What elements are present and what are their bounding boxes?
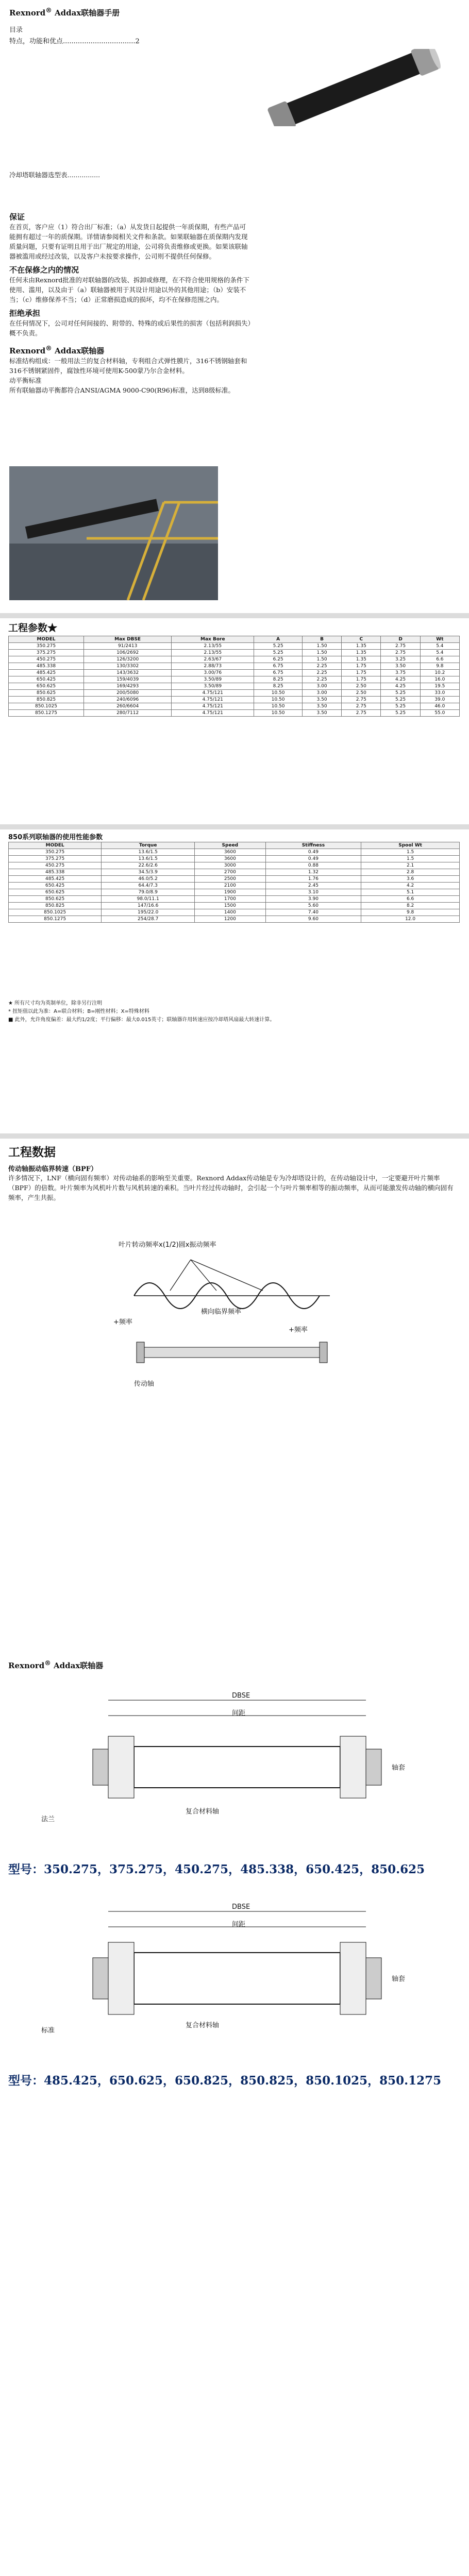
cooling-tower-photo [9, 466, 218, 600]
perf-cell-torque: 195/22.0 [102, 909, 195, 916]
perf-cell-model: 650.425 [9, 883, 102, 889]
spec-cell-wt: 16.0 [420, 676, 459, 683]
page-2 [0, 618, 469, 824]
spec-cell-model: 650.625 [9, 683, 84, 690]
spec-cell-wt: 19.5 [420, 683, 459, 690]
composite-label-b: 复合材料轴 [186, 2022, 220, 2029]
note-1: ★ 所有尺寸均为英制单位，除非另行注明 [8, 1001, 103, 1006]
spec-cell-bore: 2.63/67 [172, 656, 254, 663]
col2-torque: Torque [102, 842, 195, 849]
spec-cell-d: 5.25 [381, 710, 420, 717]
spec-cell-b: 3.50 [302, 697, 341, 703]
spec-cell-a: 10.50 [254, 703, 303, 710]
spec-cell-maxbse: 169/4293 [83, 683, 171, 690]
perf-cell-speed: 3600 [195, 849, 265, 856]
spec-cell-model: 850.625 [9, 690, 84, 697]
spec-cell-bore: 4.75/121 [172, 690, 254, 697]
spec-cell-maxbse: 143/3632 [83, 670, 171, 676]
spec-cell-c: 1.75 [342, 676, 381, 683]
spec-cell-maxbse: 240/6096 [83, 697, 171, 703]
perf-cell-spool: 2.8 [361, 869, 460, 876]
toc-entry[interactable]: 特点，功能和优点..................................2 [9, 38, 140, 45]
spec-cell-d: 3.75 [381, 670, 420, 676]
exclusion-title: 不在保修之内的情况 [9, 265, 79, 275]
spec-cell-model: 485.425 [9, 670, 84, 676]
spec-cell-maxbse: 200/5080 [83, 690, 171, 697]
col-wt: Wt [420, 636, 459, 643]
engineering-data-title: 工程数据 [8, 1145, 56, 1159]
spec-cell-c: 2.50 [342, 683, 381, 690]
perf-cell-stiff: 1.32 [265, 869, 361, 876]
perf-cell-torque: 147/16.6 [102, 903, 195, 909]
perf-cell-model: 850.825 [9, 903, 102, 909]
spec-row [9, 650, 460, 656]
toc-title: 目录 [9, 26, 23, 34]
perf-cell-spool: 8.2 [361, 903, 460, 909]
perf-cell-model: 350.275 [9, 849, 102, 856]
perf-cell-stiff: 5.60 [265, 903, 361, 909]
perf-cell-speed: 1400 [195, 909, 265, 916]
perf-cell-model: 650.625 [9, 889, 102, 896]
col2-stiff: Stiffness [265, 842, 361, 849]
spec-cell-a: 6.75 [254, 663, 303, 670]
spec-cell-a: 10.50 [254, 710, 303, 717]
perf-cell-torque: 13.6/1.5 [102, 856, 195, 862]
spec-cell-maxbse: 91/2413 [83, 643, 171, 650]
spec-cell-model: 375.275 [9, 650, 84, 656]
perf-row [9, 896, 460, 903]
table-of-contents [9, 25, 140, 47]
spec-cell-maxbse: 159/4039 [83, 676, 171, 683]
photo-caption: 冷却塔联轴器选型表................ [9, 171, 100, 179]
perf-cell-spool: 6.6 [361, 896, 460, 903]
liability-title: 拒绝承担 [9, 309, 41, 318]
models-b: 型号：485.425，650.625，650.825，850.825，850.1025，850.1275 [8, 2074, 442, 2088]
performance-table [8, 842, 460, 923]
perf-cell-speed: 2100 [195, 883, 265, 889]
drawing-a [31, 1685, 443, 1850]
perf-row [9, 849, 460, 856]
perf-cell-stiff: 0.49 [265, 849, 361, 856]
warranty-title: 保证 [9, 212, 25, 222]
composite-label-a: 复合材料轴 [186, 1808, 220, 1816]
hub-label-a: 轴套 [392, 1764, 406, 1772]
perf-row [9, 883, 460, 889]
spec-cell-b: 1.50 [302, 650, 341, 656]
perf-cell-speed: 1200 [195, 916, 265, 923]
engineering-params-title: 工程参数★ [8, 622, 58, 634]
exclusion-text: 任何未由Rexnord批准的对联轴器的改装、拆卸或修理，在不符合使用规格的条件下使用、滥用，以及由于（a）联轴器被用于其设计用途以外的其他用途；（b）安装不当；（c）维修保养不当；（d）正常磨损造成的损坏，均不在保修范围之内。 [9, 276, 249, 303]
col2-model: MODEL [9, 842, 102, 849]
spec-cell-model: 650.425 [9, 676, 84, 683]
col-d: D [381, 636, 420, 643]
spec-cell-a: 10.50 [254, 690, 303, 697]
spec-cell-wt: 5.4 [420, 650, 459, 656]
perf-cell-speed: 3600 [195, 856, 265, 862]
span-label-a: 间距 [232, 1709, 246, 1717]
spec-cell-d: 4.25 [381, 676, 420, 683]
spec-cell-d: 3.25 [381, 656, 420, 663]
perf-cell-stiff: 3.10 [265, 889, 361, 896]
spec-cell-d: 4.25 [381, 683, 420, 690]
spec-cell-wt: 39.0 [420, 697, 459, 703]
perf-cell-stiff: 7.40 [265, 909, 361, 916]
balance-text: 所有联轴器动平衡都符合ANSI/AGMA 9000-C90(R96)标准，达到8级标准。 [9, 386, 235, 394]
spec-cell-b: 1.50 [302, 656, 341, 663]
spec-cell-maxbse: 130/3302 [83, 663, 171, 670]
diagram-freq-label-right: +频率 [289, 1326, 308, 1334]
perf-cell-speed: 1700 [195, 896, 265, 903]
spec-row [9, 670, 460, 676]
perf-cell-stiff: 1.76 [265, 876, 361, 883]
col-a: A [254, 636, 303, 643]
spec-cell-b: 2.25 [302, 676, 341, 683]
spec-row [9, 663, 460, 670]
dbse-label-b: DBSE [232, 1903, 250, 1911]
spec-cell-model: 485.338 [9, 663, 84, 670]
spec-cell-d: 3.50 [381, 663, 420, 670]
bpf-section [8, 1163, 460, 1202]
spec-row [9, 683, 460, 690]
warranty-text: 在首页，客户应（1）符合出厂标准；（a）从发货日起提供一年质保期，有些产品可能拥有超过一年的质保期。详情请参阅相关文件和条款。如果联轴器在质保期内发现质量问题，只要有证明且用于出厂规定的用途，公司将负责维修或更换。如果该联轴器被滥用或经过改装，以及客户未按要求操作，公司则不提供任何保修。 [9, 223, 248, 260]
perf-cell-model: 850.1275 [9, 916, 102, 923]
spec-cell-c: 2.75 [342, 697, 381, 703]
perf-row [9, 889, 460, 896]
perf-row [9, 876, 460, 883]
col-c: C [342, 636, 381, 643]
diagram-shaft-label: 传动轴 [134, 1380, 155, 1388]
drawing-b [31, 1896, 443, 2061]
col-b: B [302, 636, 341, 643]
col2-speed: Speed [195, 842, 265, 849]
perf-cell-torque: 34.5/3.9 [102, 869, 195, 876]
perf-cell-model: 850.1025 [9, 909, 102, 916]
perf-cell-stiff: 0.88 [265, 862, 361, 869]
flange-label-a: 法兰 [41, 1816, 55, 1823]
diagram-freq-label-left: +频率 [113, 1318, 132, 1326]
page4-header: Rexnord® Addax联轴器 [8, 1659, 104, 1670]
perf-cell-stiff: 0.49 [265, 856, 361, 862]
spec-cell-b: 2.25 [302, 670, 341, 676]
spec-cell-d: 5.25 [381, 697, 420, 703]
spec-cell-wt: 9.8 [420, 663, 459, 670]
page-4 [0, 1139, 469, 2576]
spec-cell-bore: 3.50/89 [172, 676, 254, 683]
spec-cell-a: 6.25 [254, 656, 303, 663]
page-1 [0, 0, 469, 613]
note-3: ■ 此外，允许角度偏差：最大约1/2度；平行偏移：最大0.015英寸；联轴器许用转速应按冷却塔风扇最大转速计算。 [8, 1017, 275, 1023]
spec-cell-b: 3.00 [302, 690, 341, 697]
vibration-diagram [113, 1239, 356, 1394]
spec-row [9, 690, 460, 697]
standard-label-b: 标准 [41, 2027, 55, 2035]
perf-row [9, 856, 460, 862]
liability-text: 在任何情况下，公司对任何间接的、附带的、特殊的或后果性的损害（包括利润损失）概不负责。 [9, 319, 251, 337]
perf-cell-model: 450.275 [9, 862, 102, 869]
dbse-label-a: DBSE [232, 1692, 250, 1700]
perf-cell-speed: 2500 [195, 876, 265, 883]
spec-cell-wt: 46.0 [420, 703, 459, 710]
spec-cell-bore: 3.50/89 [172, 683, 254, 690]
bpf-text: 许多情况下，LNF（横向固有频率）对传动轴系的影响至关重要。Rexnord Addax传动轴是专为冷却塔设计的，在传动轴设计中，一定要避开叶片频率（BPF）的倍数。叶片频率为风机叶片数与风机转速的乘积。当叶片经过传动轴时，会引起一个与叶片频率相等的振动频率，从而可能激发传动轴的横向固有频率，产生共振。 [8, 1174, 454, 1201]
spec-row [9, 643, 460, 650]
spec-cell-model: 350.275 [9, 643, 84, 650]
hub-label-b: 轴套 [392, 1975, 406, 1983]
spec-cell-wt: 33.0 [420, 690, 459, 697]
perf-cell-speed: 2700 [195, 869, 265, 876]
spec-cell-a: 5.25 [254, 650, 303, 656]
spec-cell-maxbse: 126/3200 [83, 656, 171, 663]
span-label-b: 间距 [232, 1921, 246, 1928]
spec-cell-c: 1.35 [342, 656, 381, 663]
perf-cell-spool: 1.5 [361, 856, 460, 862]
spec-cell-model: 850.1025 [9, 703, 84, 710]
perf-row [9, 916, 460, 923]
perf-cell-spool: 1.5 [361, 849, 460, 856]
spec-table [8, 636, 460, 717]
construction-text: 标准结构组成：一般用法兰的复合材料轴，专利组合式弹性膜片，316不锈钢轴套和316不锈钢紧固件，腐蚀性环境可使用K-500蒙乃尔合金材料。 [9, 357, 247, 375]
perf-cell-spool: 2.1 [361, 862, 460, 869]
spec-cell-d: 5.25 [381, 703, 420, 710]
perf-cell-torque: 22.6/2.6 [102, 862, 195, 869]
spec-cell-d: 2.75 [381, 650, 420, 656]
coupling-photo [260, 49, 446, 126]
spec-cell-c: 1.35 [342, 650, 381, 656]
diagram-top-label: 叶片转动频率x(1/2)圆x振动频率 [119, 1241, 216, 1249]
spec-cell-b: 1.50 [302, 643, 341, 650]
bpf-title: 传动轴振动临界转速（BPF） [8, 1165, 97, 1173]
spec-cell-c: 2.50 [342, 690, 381, 697]
col-maxbse: Max DBSE [83, 636, 171, 643]
perf-cell-spool: 9.8 [361, 909, 460, 916]
perf-cell-model: 485.338 [9, 869, 102, 876]
spec-cell-maxbse: 260/6604 [83, 703, 171, 710]
spec-cell-model: 850.825 [9, 697, 84, 703]
perf-cell-speed: 3000 [195, 862, 265, 869]
spec-cell-wt: 5.4 [420, 643, 459, 650]
spec-cell-bore: 4.75/121 [172, 703, 254, 710]
diagram-resonance-label: 横向临界频率 [201, 1308, 242, 1316]
perf-row [9, 862, 460, 869]
perf-cell-model: 850.625 [9, 896, 102, 903]
perf-cell-spool: 5.1 [361, 889, 460, 896]
spec-cell-c: 2.75 [342, 703, 381, 710]
spec-cell-b: 3.50 [302, 703, 341, 710]
spec-cell-bore: 2.88/73 [172, 663, 254, 670]
perf-cell-stiff: 3.90 [265, 896, 361, 903]
addax-subtitle: Rexnord® Addax联轴器 [9, 344, 105, 355]
perf-cell-torque: 64.4/7.3 [102, 883, 195, 889]
spec-cell-a: 10.50 [254, 697, 303, 703]
perf-cell-torque: 46.0/5.2 [102, 876, 195, 883]
perf-cell-spool: 3.6 [361, 876, 460, 883]
spec-cell-bore: 2.13/55 [172, 650, 254, 656]
spec-cell-b: 3.00 [302, 683, 341, 690]
spec-cell-c: 2.75 [342, 710, 381, 717]
warranty-section [9, 211, 252, 395]
perf-cell-speed: 1900 [195, 889, 265, 896]
spec-cell-model: 450.275 [9, 656, 84, 663]
spec-cell-maxbse: 106/2692 [83, 650, 171, 656]
spec-cell-c: 1.75 [342, 670, 381, 676]
spec-cell-b: 2.25 [302, 663, 341, 670]
col-model: MODEL [9, 636, 84, 643]
perf-cell-model: 485.425 [9, 876, 102, 883]
perf-cell-torque: 98.0/11.1 [102, 896, 195, 903]
spec-cell-d: 2.75 [381, 643, 420, 650]
spec-cell-c: 1.75 [342, 663, 381, 670]
perf-cell-model: 375.275 [9, 856, 102, 862]
table-notes [8, 999, 460, 1024]
spec-cell-a: 8.25 [254, 683, 303, 690]
spec-row [9, 710, 460, 717]
spec-cell-a: 5.25 [254, 643, 303, 650]
perf-cell-spool: 12.0 [361, 916, 460, 923]
perf-row [9, 903, 460, 909]
spec-cell-model: 850.1275 [9, 710, 84, 717]
perf-cell-spool: 4.2 [361, 883, 460, 889]
col2-spool: Spool Wt [361, 842, 460, 849]
spec-cell-a: 8.25 [254, 676, 303, 683]
spec-cell-bore: 4.75/121 [172, 697, 254, 703]
spec-row [9, 656, 460, 663]
col-bore: Max Bore [172, 636, 254, 643]
perf-cell-torque: 79.0/8.9 [102, 889, 195, 896]
models-a: 型号：350.275，375.275，450.275，485.338，650.425，850.625 [8, 1862, 425, 1876]
perf-cell-torque: 254/28.7 [102, 916, 195, 923]
table2-title: 850系列联轴器的使用性能参数 [8, 834, 103, 841]
spec-cell-wt: 55.0 [420, 710, 459, 717]
note-2: * 扭矩值以此为准：A=联合材料；B=刚性材料；X=特殊材料 [8, 1009, 149, 1014]
spec-cell-bore: 3.00/76 [172, 670, 254, 676]
perf-cell-torque: 13.6/1.5 [102, 849, 195, 856]
perf-row [9, 869, 460, 876]
spec-cell-d: 5.25 [381, 690, 420, 697]
balance-title: 动平衡标准 [9, 377, 42, 384]
spec-cell-b: 3.50 [302, 710, 341, 717]
perf-cell-speed: 1500 [195, 903, 265, 909]
perf-cell-stiff: 9.60 [265, 916, 361, 923]
page-header: Rexnord® Addax联轴器手册 [9, 6, 120, 18]
spec-row [9, 676, 460, 683]
perf-row [9, 909, 460, 916]
spec-cell-bore: 2.13/55 [172, 643, 254, 650]
perf-cell-stiff: 2.45 [265, 883, 361, 889]
spec-cell-wt: 6.6 [420, 656, 459, 663]
spec-cell-maxbse: 280/7112 [83, 710, 171, 717]
spec-cell-a: 6.75 [254, 670, 303, 676]
spec-cell-bore: 4.75/121 [172, 710, 254, 717]
page-3 [0, 829, 469, 1133]
spec-row [9, 703, 460, 710]
spec-cell-c: 1.35 [342, 643, 381, 650]
spec-cell-wt: 10.2 [420, 670, 459, 676]
spec-row [9, 697, 460, 703]
